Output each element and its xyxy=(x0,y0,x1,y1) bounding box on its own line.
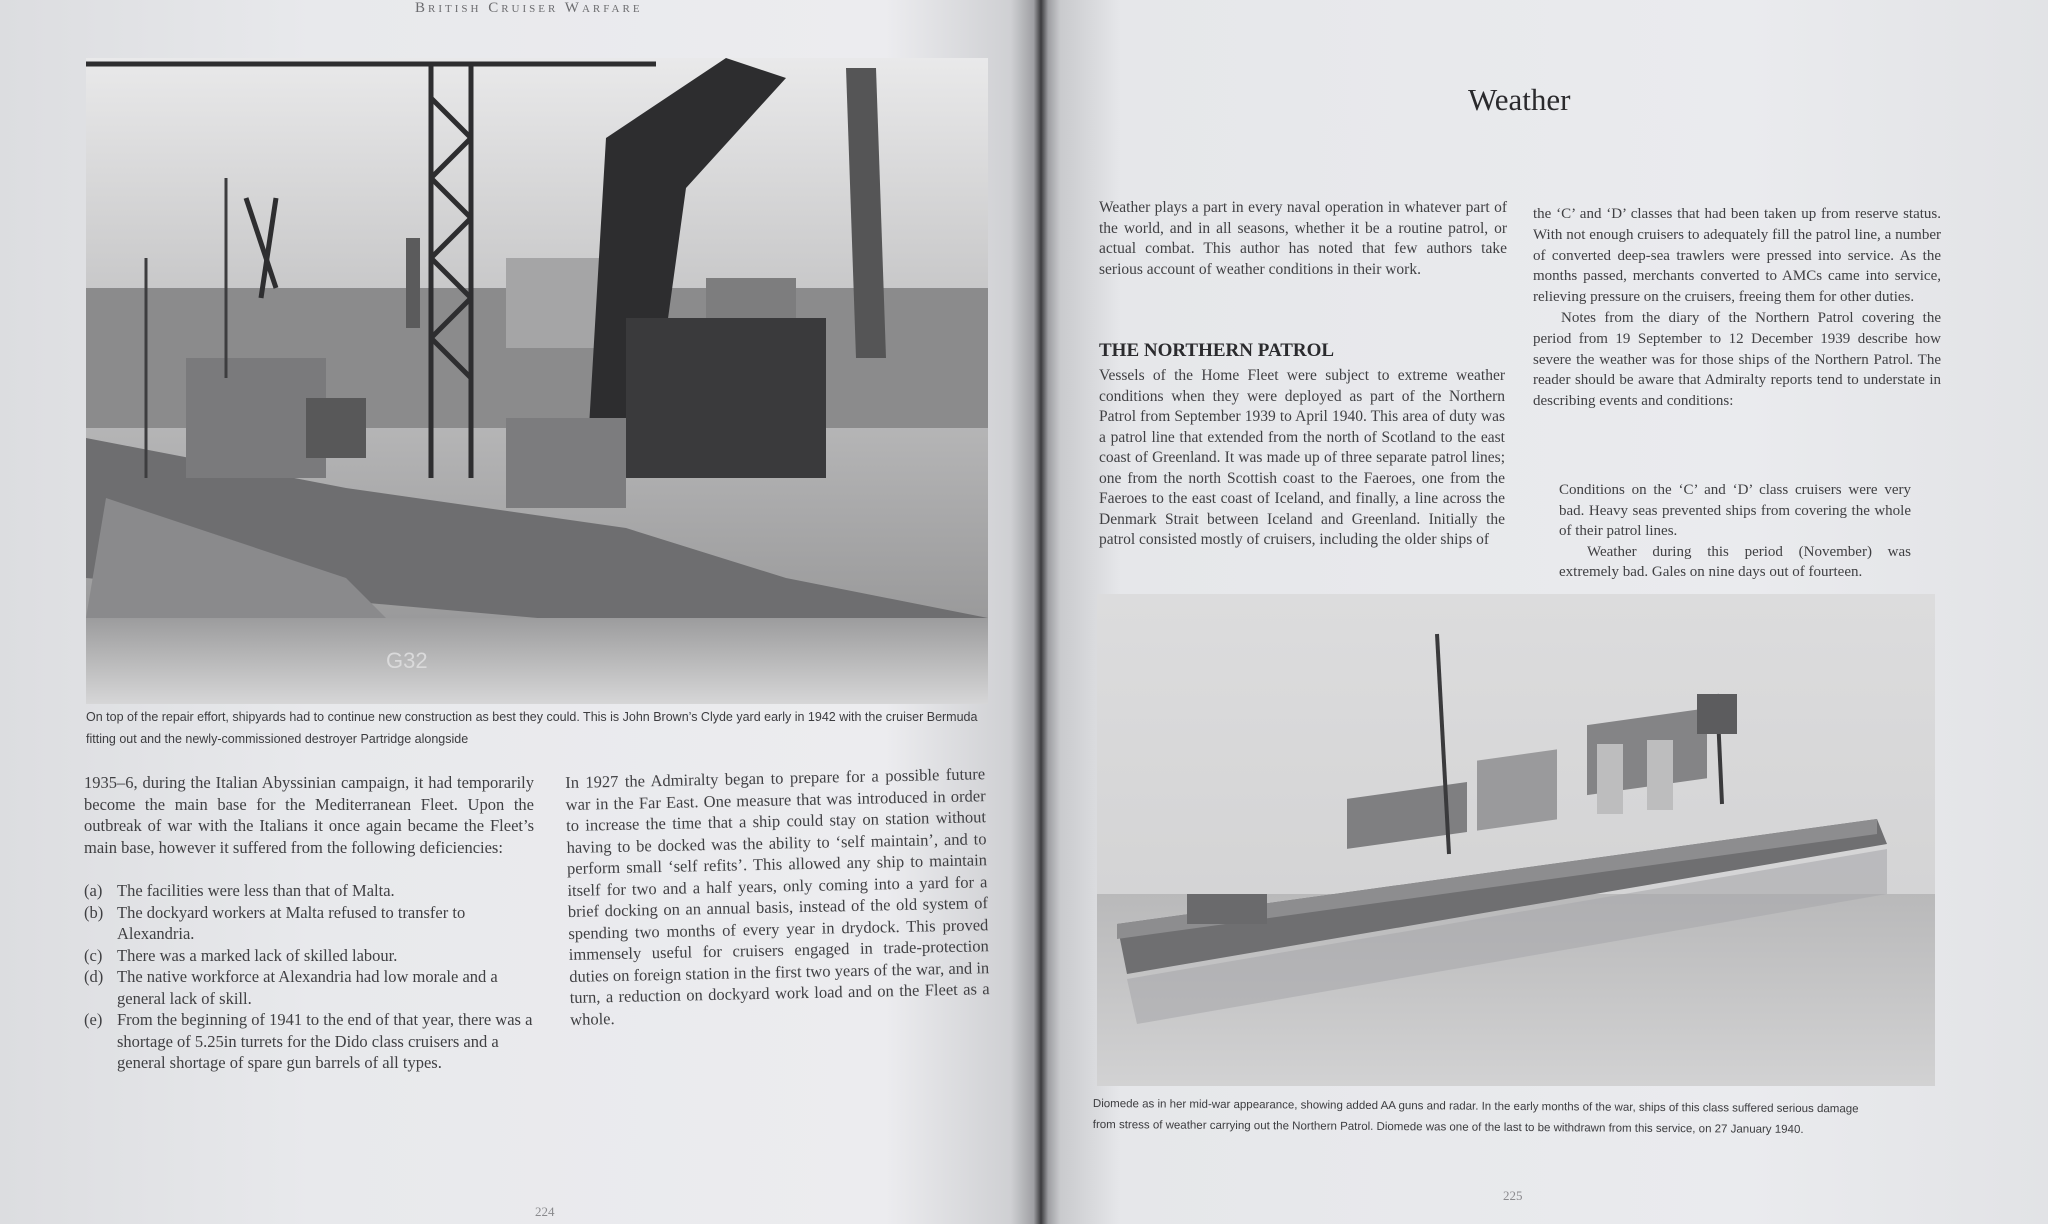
list-item-text: The facilities were less than that of Malta. xyxy=(117,881,395,900)
running-head: British Cruiser Warfare xyxy=(415,0,643,16)
cruiser-caption xyxy=(1093,1094,1953,1142)
right-column-1 xyxy=(1099,366,1505,551)
list-item-label: (a) xyxy=(84,881,103,900)
list-item xyxy=(84,1009,534,1074)
list-item-label: (d) xyxy=(84,967,104,986)
right-col1-text: Vessels of the Home Fleet were subject to extreme weather conditions when they were deployed as part of the Northern Patrol from September 1939 to April 1940. This area of duty was a patrol line that extended from the north of Scotland to the east coast of Greenland. It was made up of three separate patrol lines; one from the north Scottish coast to the Faeroes, one from the Faeroes to the east coast of Iceland, and finally, a line across the Denmark Strait between Iceland and Greenland. Initially the patrol consisted mostly of cruisers, including the older ships of xyxy=(1099,367,1505,548)
hull-marking: G32 xyxy=(386,648,428,673)
left-col1-intro: 1935–6, during the Italian Abyssinian campaign, it had temporarily become the main base for the Mediterranean Fleet. Upon the outbreak of war with the Italians it once again became the Fleet’s main base, however it suffered from the following deficiencies: xyxy=(84,773,534,857)
book-gutter xyxy=(1034,0,1048,1224)
list-item-text: The dockyard workers at Malta refused to transfer to Alexandria. xyxy=(117,902,466,943)
list-item-text: From the beginning of 1941 to the end of that year, there was a shortage of 5.25in turrets for the Dido class cruisers and a general shortage of spare gun barrels of all types. xyxy=(117,1010,533,1072)
shipyard-caption: On top of the repair effort, shipyards had to continue new construction as best they could. This is John Brown’s Clyde yard early in 1942 with the cruiser Bermuda fitting out and the newly-commissioned destroyer Partridge alongside xyxy=(86,710,978,746)
list-item-label: (c) xyxy=(84,945,103,965)
deficiency-list xyxy=(84,880,534,1074)
list-item-text: There was a marked lack of skilled labour. xyxy=(117,945,398,965)
quote-para1: Conditions on the ‘C’ and ‘D’ class cruisers were very bad. Heavy seas prevented ships from covering the whole of their patrol lines. xyxy=(1559,482,1911,539)
list-item xyxy=(84,945,534,967)
right-intro-text: Weather plays a part in every naval operation in whatever part of the world, and in all seasons, whether it be a routine patrol, or actual combat. This author has noted that few authors take serious account of weather conditions in their work. xyxy=(1099,199,1507,278)
list-item-label: (e) xyxy=(84,1010,103,1029)
shipyard-photo xyxy=(86,58,988,704)
cruiser-caption-line1: Diomede as in her mid-war appearance, showing added AA guns and radar. In the early months of the war, ships of this class suffered serious damage xyxy=(1092,1097,1859,1116)
diary-quote xyxy=(1559,480,1911,583)
list-item-text: The native workforce at Alexandria had low morale and a general lack of skill. xyxy=(117,967,498,1008)
right-col2-para1: the ‘C’ and ‘D’ classes that had been taken up from reserve status. With not enough cruisers to adequately fill the patrol line, a number of converted deep-sea trawlers were pressed into service. As the months passed, merchants converted to AMCs came into service, relieving pressure on the cruisers, freeing them for other duties. xyxy=(1533,206,1941,306)
right-column-2 xyxy=(1533,204,1941,412)
right-intro xyxy=(1099,198,1507,280)
list-item xyxy=(84,902,534,945)
folio-left: 224 xyxy=(535,1204,555,1219)
list-item-label: (b) xyxy=(84,902,104,922)
list-item xyxy=(84,880,534,902)
cruiser-photo xyxy=(1097,594,1935,1086)
section-heading: THE NORTHERN PATROL xyxy=(1099,340,1335,361)
quote-para2: Weather during this period (November) was extremely bad. Gales on nine days out of fourteen. xyxy=(1559,543,1911,580)
left-column-1 xyxy=(84,772,534,1074)
folio-right: 225 xyxy=(1503,1188,1523,1203)
right-col2-para2: Notes from the diary of the Northern Patrol covering the period from 19 September to 12 December 1939 describe how severe the weather was for those ships of the Northern Patrol. The reader should be aware that Admiralty reports tend to understate in describing events and conditions: xyxy=(1533,309,1941,410)
cruiser-caption-line2: from stress of weather carrying out the Northern Patrol. Diomede was one of the last to be withdrawn from this service, on 27 January 1940. xyxy=(1092,1118,1804,1136)
left-col2-text: In 1927 the Admiralty began to prepare for a possible future war in the Far East. One measure that was introduced in order to increase the time that a ship could stay on station without having to be docked was the ability to ‘self maintain’, and to perform small ‘self refits’. This allowed any ship to maintain itself for two and a half years, only coming into a yard for a brief docking on an annual basis, instead of the old system of spending two months of every year in drydock. This proved immensely useful for cruisers engaged in trade-protection duties on foreign station in the first two years of the war, and in turn, a reduction on dockyard work load and on the Fleet as a whole. xyxy=(565,764,990,1029)
page-title: Weather xyxy=(1468,82,1571,117)
left-column-2 xyxy=(565,763,990,1030)
list-item xyxy=(84,966,534,1009)
